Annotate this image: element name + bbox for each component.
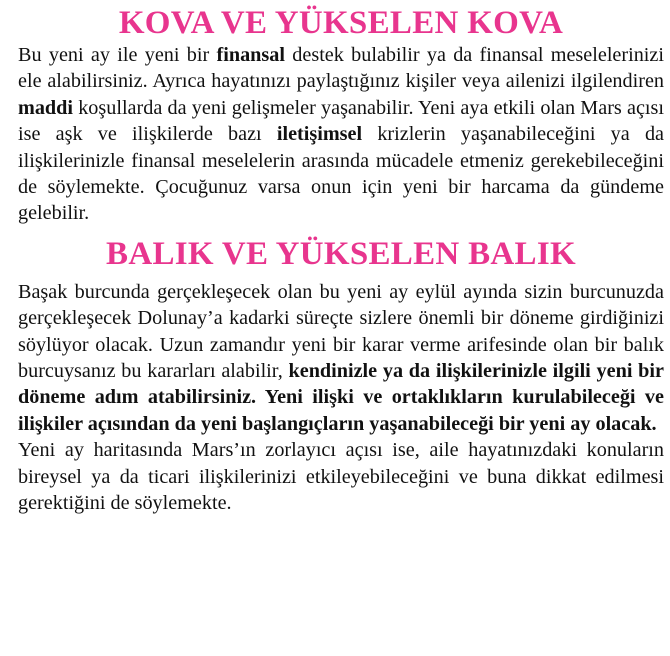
body-bold-text: finansal bbox=[216, 44, 285, 66]
section-body-balik-2: Yeni ay haritasında Mars’ın zorlayıcı açısı ise, aile hayatınızdaki konuların bireysel ya da ticari ilişkilerinizi etkileyebileceğini ve buna dikkat edilmesi gerektiğini de söylemekte. bbox=[18, 439, 664, 515]
body-text: destek bulabilir ya da finansal meselelerinizi ele alabilirsiniz. Ayrıca hayatınızı paylaştığınız kişiler veya ailenizi ilgilendiren bbox=[18, 44, 664, 93]
body-text: Bu yeni ay ile yeni bir bbox=[18, 44, 217, 66]
body-text: Başak burcunda gerçekleşecek olan bu yeni ay eylül ayında sizin burcunuzda gerçekleşecek Dolunay’a kadarki süreçte sizlere önemli bir döneme girdiğinizi söylüyor olacak. Uzun zamandır yeni bir karar verme arifesinde olan bir balık burcuysanız bu kararları alabilir, bbox=[18, 280, 664, 383]
body-text: krizlerin yaşanabileceğini ya da ilişkilerinizle finansal meselelerin arasında mücadele etmeniz gerekebileceğini de söylemekte. Çocuğunuz varsa onun için yeni bir harcama da gündeme gelebilir. bbox=[18, 123, 664, 225]
section-body-kova bbox=[18, 42, 664, 227]
body-bold-text: maddi bbox=[18, 96, 73, 119]
body-text: koşullarda da yeni gelişmeler yaşanabilir. Yeni aya etkili olan Mars açısı ise aşk ve ilişkilerde bazı bbox=[18, 96, 664, 146]
body-bold-text: iletişimsel bbox=[276, 123, 363, 146]
section-title-balik: BALIK VE YÜKSELEN BALIK bbox=[106, 235, 576, 272]
body-bold-text: kendinizle ya da ilişkilerinizle ilgili yeni bir döneme adım atabilirsiniz. Yeni ilişki ve ortaklıkların kurulabileceği ve ilişkiler açısından da yeni başlangıçların yaşanabileceği bir yeni ay olacak. bbox=[18, 360, 664, 435]
section-title-kova: KOVA VE YÜKSELEN KOVA bbox=[118, 5, 564, 41]
section-body-balik bbox=[18, 279, 664, 437]
